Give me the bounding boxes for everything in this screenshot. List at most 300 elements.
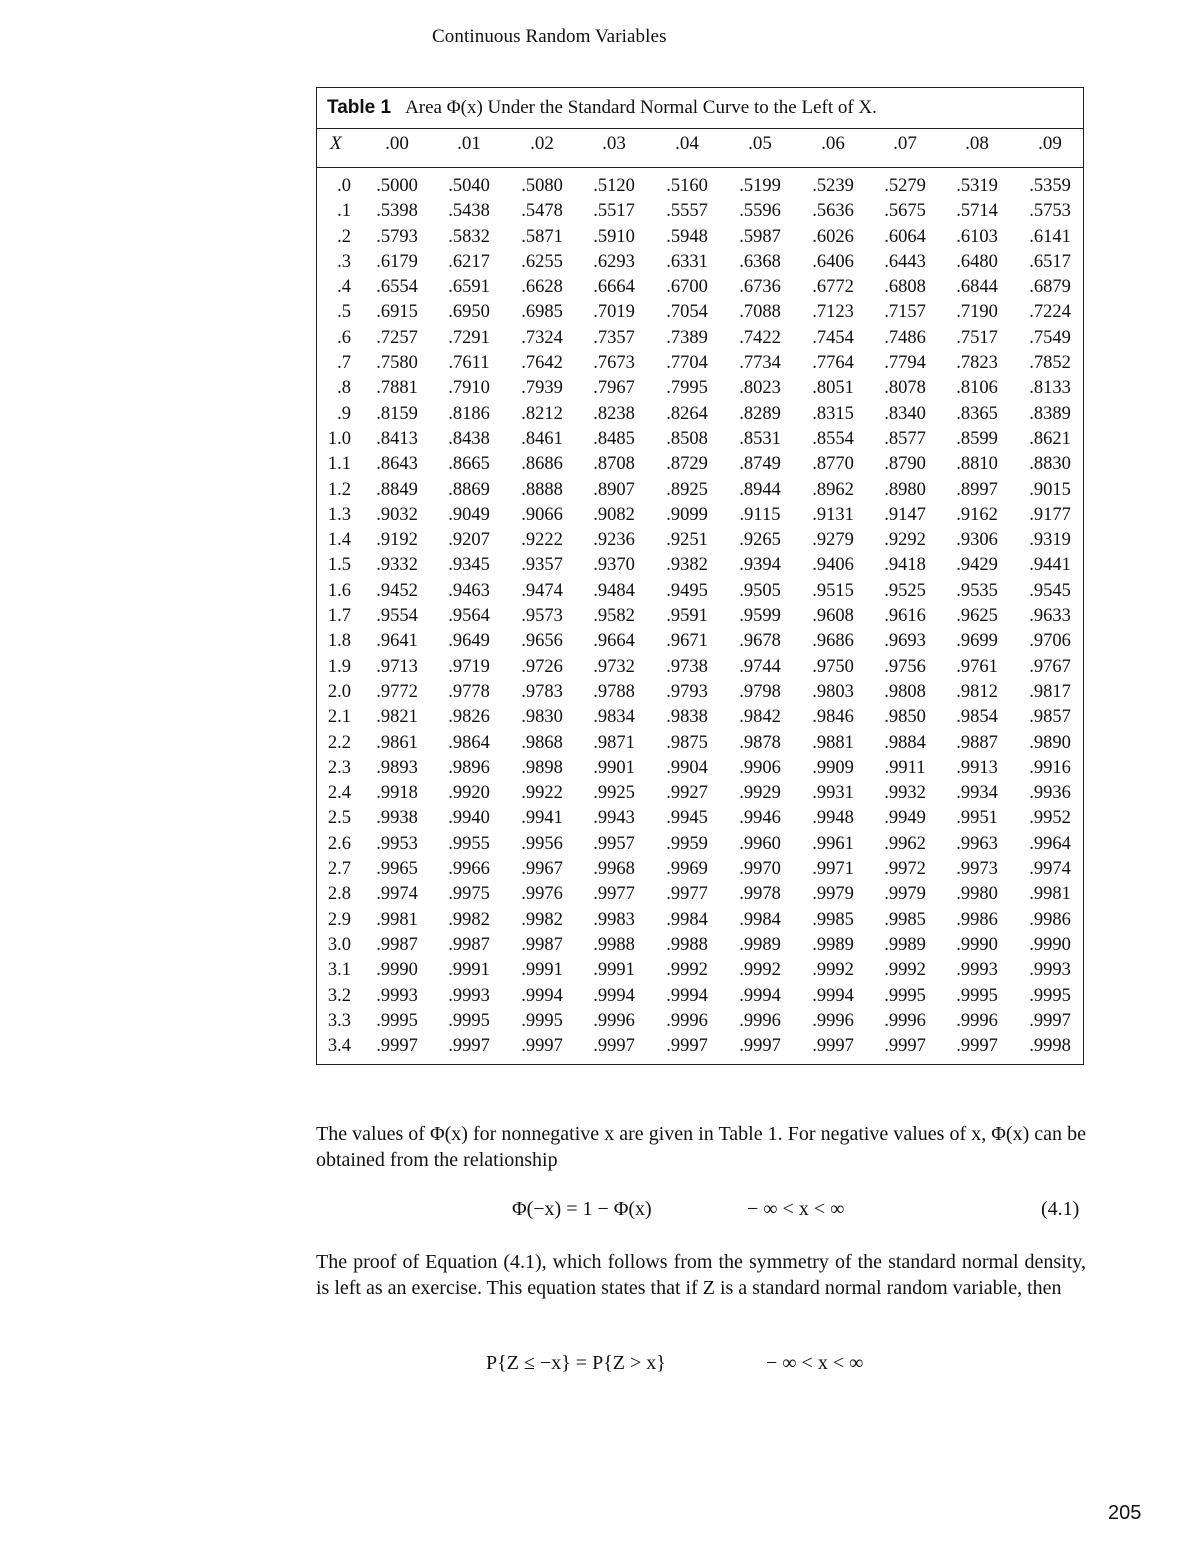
table-cell: .9738	[666, 656, 708, 677]
table-cell: .8810	[956, 454, 998, 475]
table-row	[317, 657, 1083, 682]
table-cell: .7019	[593, 302, 635, 323]
table-label: Table 1	[327, 97, 392, 118]
table-rule-mid	[317, 167, 1083, 168]
table-cell: .8907	[593, 479, 635, 500]
table-cell: .9982	[521, 909, 563, 930]
table-cell: .9967	[521, 859, 563, 880]
table-cell: .9798	[739, 681, 781, 702]
table-cell: .5000	[376, 176, 418, 196]
table-row	[317, 707, 1083, 732]
table-cell: .9965	[376, 859, 418, 880]
table-cell: .9985	[812, 909, 854, 930]
table-cell: .5675	[884, 201, 926, 222]
table-cell: .6217	[448, 251, 490, 272]
table-cell: .9664	[593, 631, 635, 652]
column-header: .05	[748, 133, 772, 154]
table-cell: .9991	[448, 960, 490, 981]
table-cell: .5199	[739, 176, 781, 196]
table-cell: .9911	[884, 757, 926, 778]
table-cell: .8289	[739, 403, 781, 424]
table-cell: .9987	[448, 934, 490, 955]
table-cell: .9957	[593, 833, 635, 854]
table-cell: .9671	[666, 631, 708, 652]
table-row	[317, 505, 1083, 530]
equation-2: P{Z ≤ −x} = P{Z > x}	[486, 1352, 666, 1374]
table-cell: .9788	[593, 681, 635, 702]
table-cell: .9974	[376, 884, 418, 905]
table-cell: .9955	[448, 833, 490, 854]
table-cell: .8485	[593, 428, 635, 449]
table-cell: .9345	[448, 555, 490, 576]
row-x-value: 2.1	[327, 707, 351, 728]
table-cell: .5478	[521, 201, 563, 222]
table-cell: .8315	[812, 403, 854, 424]
table-cell: .8643	[376, 454, 418, 475]
table-cell: .9920	[448, 783, 490, 804]
row-x-value: 1.1	[327, 454, 351, 475]
table-cell: .9901	[593, 757, 635, 778]
table-cell: .9756	[884, 656, 926, 677]
table-header-x: X	[330, 133, 342, 154]
table-cell: .6628	[521, 277, 563, 298]
table-cell: .9554	[376, 606, 418, 627]
table-cell: .9898	[521, 757, 563, 778]
table-cell: .9995	[884, 985, 926, 1006]
table-cell: .6480	[956, 251, 998, 272]
table-cell: .9834	[593, 707, 635, 728]
table-cell: .5948	[666, 226, 708, 247]
table-cell: .9936	[1029, 783, 1071, 804]
table-cell: .5871	[521, 226, 563, 247]
table-cell: .9406	[812, 555, 854, 576]
table-cell: .9997	[884, 1036, 926, 1057]
table-cell: .9994	[593, 985, 635, 1006]
table-cell: .7910	[448, 378, 490, 399]
table-cell: .7852	[1029, 353, 1071, 374]
table-row	[317, 227, 1083, 252]
table-cell: .9875	[666, 732, 708, 753]
table-row	[317, 884, 1083, 909]
table-cell: .9992	[739, 960, 781, 981]
table-cell: .7673	[593, 353, 635, 374]
table-cell: .9998	[1029, 1036, 1071, 1057]
table-cell: .9992	[884, 960, 926, 981]
table-cell: .7517	[956, 327, 998, 348]
table-cell: .6664	[593, 277, 635, 298]
table-cell: .9960	[739, 833, 781, 854]
table-cell: .9996	[593, 1010, 635, 1031]
table-cell: .9616	[884, 606, 926, 627]
table-cell: .9826	[448, 707, 490, 728]
table-cell: .7995	[666, 378, 708, 399]
table-cell: .9993	[956, 960, 998, 981]
table-cell: .7389	[666, 327, 708, 348]
table-cell: .9997	[376, 1036, 418, 1057]
table-cell: .6293	[593, 251, 635, 272]
column-header: .00	[385, 133, 409, 154]
table-cell: .9997	[521, 1036, 563, 1057]
table-row	[317, 176, 1083, 201]
table-cell: .9978	[739, 884, 781, 905]
table-cell: .9990	[376, 960, 418, 981]
table-cell: .9962	[884, 833, 926, 854]
table-cell: .9846	[812, 707, 854, 728]
table-cell: .5438	[448, 201, 490, 222]
table-row	[317, 555, 1083, 580]
table-cell: .9082	[593, 504, 635, 525]
table-cell: .9452	[376, 580, 418, 601]
table-cell: .9625	[956, 606, 998, 627]
table-cell: .9904	[666, 757, 708, 778]
table-cell: .6103	[956, 226, 998, 247]
table-cell: .8023	[739, 378, 781, 399]
row-x-value: .2	[337, 226, 351, 247]
equation-4-1-number: (4.1)	[1041, 1198, 1080, 1220]
table-cell: .9686	[812, 631, 854, 652]
table-cell: .8212	[521, 403, 563, 424]
paragraph-1: The values of Φ(x) for nonnegative x are given in Table 1. For negative values of x, Φ(x) can be obtained from the relationship	[316, 1123, 1086, 1171]
table-cell: .5832	[448, 226, 490, 247]
table-cell: .9887	[956, 732, 998, 753]
table-caption	[327, 97, 877, 119]
table-cell: .7190	[956, 302, 998, 323]
row-x-value: 1.4	[327, 530, 351, 551]
table-cell: .9608	[812, 606, 854, 627]
table-cell: .5987	[739, 226, 781, 247]
table-cell: .8133	[1029, 378, 1071, 399]
table-cell: .8944	[739, 479, 781, 500]
table-cell: .7157	[884, 302, 926, 323]
table-cell: .7422	[739, 327, 781, 348]
table-row	[317, 935, 1083, 960]
table-cell: .9988	[666, 934, 708, 955]
table-cell: .8749	[739, 454, 781, 475]
table-cell: .9941	[521, 808, 563, 829]
table-cell: .8790	[884, 454, 926, 475]
table-cell: .7611	[448, 353, 490, 374]
table-cell: .5714	[956, 201, 998, 222]
table-cell: .5359	[1029, 176, 1071, 196]
table-cell: .8186	[448, 403, 490, 424]
table-cell: .9997	[956, 1036, 998, 1057]
table-cell: .9382	[666, 555, 708, 576]
table-cell: .9817	[1029, 681, 1071, 702]
table-cell: .9656	[521, 631, 563, 652]
normal-table	[316, 87, 1084, 1065]
table-cell: .9015	[1029, 479, 1071, 500]
table-cell: .5120	[593, 176, 635, 196]
table-cell: .9871	[593, 732, 635, 753]
table-cell: .9981	[1029, 884, 1071, 905]
table-cell: .9394	[739, 555, 781, 576]
table-cell: .9573	[521, 606, 563, 627]
table-cell: .7881	[376, 378, 418, 399]
row-x-value: 2.6	[327, 833, 351, 854]
table-cell: .9997	[593, 1036, 635, 1057]
table-cell: .9147	[884, 504, 926, 525]
table-cell: .9099	[666, 504, 708, 525]
table-cell: .9994	[521, 985, 563, 1006]
table-cell: .5040	[448, 176, 490, 196]
row-x-value: 3.2	[327, 985, 351, 1006]
table-cell: .9938	[376, 808, 418, 829]
table-cell: .9861	[376, 732, 418, 753]
table-cell: .9995	[956, 985, 998, 1006]
table-cell: .9868	[521, 732, 563, 753]
table-cell: .9778	[448, 681, 490, 702]
row-x-value: 2.0	[327, 681, 351, 702]
table-cell: .8770	[812, 454, 854, 475]
table-cell: .8340	[884, 403, 926, 424]
table-cell: .7794	[884, 353, 926, 374]
table-cell: .9988	[593, 934, 635, 955]
table-cell: .9987	[376, 934, 418, 955]
table-cell: .9989	[739, 934, 781, 955]
table-cell: .9983	[593, 909, 635, 930]
table-cell: .7549	[1029, 327, 1071, 348]
table-cell: .9972	[884, 859, 926, 880]
table-cell: .6879	[1029, 277, 1071, 298]
table-cell: .9995	[521, 1010, 563, 1031]
table-row	[317, 454, 1083, 479]
table-cell: .7704	[666, 353, 708, 374]
table-cell: .9992	[666, 960, 708, 981]
table-cell: .8577	[884, 428, 926, 449]
table-cell: .9951	[956, 808, 998, 829]
table-cell: .9207	[448, 530, 490, 551]
table-cell: .5319	[956, 176, 998, 196]
table-cell: .9131	[812, 504, 854, 525]
row-x-value: 1.7	[327, 606, 351, 627]
row-x-value: .3	[337, 251, 351, 272]
table-cell: .9959	[666, 833, 708, 854]
table-cell: .9850	[884, 707, 926, 728]
table-cell: .8708	[593, 454, 635, 475]
table-cell: .9279	[812, 530, 854, 551]
table-cell: .9599	[739, 606, 781, 627]
row-x-value: .1	[337, 201, 351, 222]
table-row	[317, 378, 1083, 403]
table-cell: .9987	[521, 934, 563, 955]
table-cell: .6700	[666, 277, 708, 298]
table-cell: .9934	[956, 783, 998, 804]
table-cell: .9973	[956, 859, 998, 880]
column-header: .06	[821, 133, 845, 154]
table-cell: .5160	[666, 176, 708, 196]
table-cell: .9956	[521, 833, 563, 854]
table-cell: .8413	[376, 428, 418, 449]
row-x-value: .8	[337, 378, 351, 399]
table-cell: .9251	[666, 530, 708, 551]
table-cell: .5910	[593, 226, 635, 247]
table-cell: .9678	[739, 631, 781, 652]
table-row	[317, 429, 1083, 454]
table-cell: .7642	[521, 353, 563, 374]
table-row	[317, 302, 1083, 327]
row-x-value: 1.6	[327, 580, 351, 601]
table-cell: .7967	[593, 378, 635, 399]
table-cell: .9463	[448, 580, 490, 601]
table-cell: .9884	[884, 732, 926, 753]
table-cell: .9812	[956, 681, 998, 702]
column-header: .02	[530, 133, 554, 154]
table-row	[317, 631, 1083, 656]
table-cell: .9909	[812, 757, 854, 778]
table-cell: .8508	[666, 428, 708, 449]
table-cell: .9981	[376, 909, 418, 930]
table-cell: .9931	[812, 783, 854, 804]
table-cell: .8554	[812, 428, 854, 449]
table-cell: .9719	[448, 656, 490, 677]
table-cell: .9922	[521, 783, 563, 804]
table-cell: .9995	[448, 1010, 490, 1031]
table-cell: .9996	[739, 1010, 781, 1031]
table-cell: .9306	[956, 530, 998, 551]
column-header: .04	[675, 133, 699, 154]
table-cell: .9952	[1029, 808, 1071, 829]
table-cell: .5557	[666, 201, 708, 222]
table-cell: .5279	[884, 176, 926, 196]
paragraph-2: The proof of Equation (4.1), which follows from the symmetry of the standard normal density, is left as an exercise. This equation states that if Z is a standard normal random variable, then	[316, 1251, 1086, 1299]
table-cell: .8830	[1029, 454, 1071, 475]
table-cell: .9925	[593, 783, 635, 804]
table-cell: .9980	[956, 884, 998, 905]
table-cell: .9996	[884, 1010, 926, 1031]
table-cell: .7054	[666, 302, 708, 323]
row-x-value: .9	[337, 403, 351, 424]
table-cell: .9767	[1029, 656, 1071, 677]
table-cell: .9913	[956, 757, 998, 778]
table-cell: .6255	[521, 251, 563, 272]
table-cell: .9985	[884, 909, 926, 930]
table-cell: .7123	[812, 302, 854, 323]
row-x-value: .7	[337, 353, 351, 374]
table-cell: .5596	[739, 201, 781, 222]
row-x-value: .5	[337, 302, 351, 323]
table-cell: .9927	[666, 783, 708, 804]
column-header: .09	[1038, 133, 1062, 154]
row-x-value: .0	[337, 176, 351, 196]
row-x-value: 2.7	[327, 859, 351, 880]
table-cell: .9793	[666, 681, 708, 702]
table-cell: .5080	[521, 176, 563, 196]
table-cell: .9997	[739, 1036, 781, 1057]
table-row	[317, 1036, 1083, 1061]
table-row	[317, 758, 1083, 783]
table-cell: .6554	[376, 277, 418, 298]
table-cell: .5398	[376, 201, 418, 222]
table-cell: .9699	[956, 631, 998, 652]
table-cell: .9990	[1029, 934, 1071, 955]
table-cell: .5753	[1029, 201, 1071, 222]
table-cell: .9772	[376, 681, 418, 702]
table-cell: .9979	[812, 884, 854, 905]
table-cell: .9484	[593, 580, 635, 601]
table-cell: .9964	[1029, 833, 1071, 854]
table-row	[317, 277, 1083, 302]
table-cell: .9974	[1029, 859, 1071, 880]
table-cell: .9732	[593, 656, 635, 677]
table-cell: .9970	[739, 859, 781, 880]
table-row	[317, 581, 1083, 606]
table-cell: .9986	[956, 909, 998, 930]
table-cell: .9591	[666, 606, 708, 627]
table-cell: .9976	[521, 884, 563, 905]
table-cell: .9319	[1029, 530, 1071, 551]
table-cell: .9996	[956, 1010, 998, 1031]
table-cell: .9986	[1029, 909, 1071, 930]
row-x-value: 2.4	[327, 783, 351, 804]
table-cell: .9977	[593, 884, 635, 905]
table-row	[317, 783, 1083, 808]
table-cell: .9943	[593, 808, 635, 829]
table-row	[317, 404, 1083, 429]
table-cell: .8238	[593, 403, 635, 424]
row-x-value: 3.4	[327, 1036, 351, 1057]
table-cell: .9997	[812, 1036, 854, 1057]
column-header: .07	[893, 133, 917, 154]
table-cell: .7734	[739, 353, 781, 374]
table-cell: .6406	[812, 251, 854, 272]
table-cell: .9961	[812, 833, 854, 854]
table-cell: .9332	[376, 555, 418, 576]
table-cell: .8389	[1029, 403, 1071, 424]
table-cell: .6772	[812, 277, 854, 298]
table-cell: .9975	[448, 884, 490, 905]
row-x-value: 2.5	[327, 808, 351, 829]
table-cell: .7088	[739, 302, 781, 323]
table-cell: .8925	[666, 479, 708, 500]
table-cell: .9474	[521, 580, 563, 601]
table-cell: .6915	[376, 302, 418, 323]
table-cell: .9993	[1029, 960, 1071, 981]
table-cell: .9864	[448, 732, 490, 753]
table-cell: .9713	[376, 656, 418, 677]
table-cell: .9192	[376, 530, 418, 551]
table-cell: .9989	[812, 934, 854, 955]
table-cell: .9744	[739, 656, 781, 677]
table-cell: .9292	[884, 530, 926, 551]
table-cell: .8621	[1029, 428, 1071, 449]
table-cell: .7764	[812, 353, 854, 374]
table-cell: .5239	[812, 176, 854, 196]
table-cell: .9991	[593, 960, 635, 981]
table-cell: .9803	[812, 681, 854, 702]
table-cell: .7486	[884, 327, 926, 348]
table-cell: .9505	[739, 580, 781, 601]
table-cell: .7823	[956, 353, 998, 374]
table-cell: .9953	[376, 833, 418, 854]
table-cell: .6368	[739, 251, 781, 272]
table-cell: .6517	[1029, 251, 1071, 272]
table-cell: .6141	[1029, 226, 1071, 247]
table-cell: .9896	[448, 757, 490, 778]
table-cell: .9982	[448, 909, 490, 930]
table-cell: .9649	[448, 631, 490, 652]
table-cell: .9990	[956, 934, 998, 955]
row-x-value: 2.3	[327, 757, 351, 778]
table-cell: .8849	[376, 479, 418, 500]
table-cell: .6950	[448, 302, 490, 323]
table-caption-text: Area Φ(x) Under the Standard Normal Curve to the Left of X.	[405, 97, 877, 118]
row-x-value: 2.2	[327, 732, 351, 753]
table-body	[317, 176, 1083, 1061]
table-cell: .9997	[1029, 1010, 1071, 1031]
table-row	[317, 808, 1083, 833]
table-cell: .5793	[376, 226, 418, 247]
row-x-value: 1.8	[327, 631, 351, 652]
